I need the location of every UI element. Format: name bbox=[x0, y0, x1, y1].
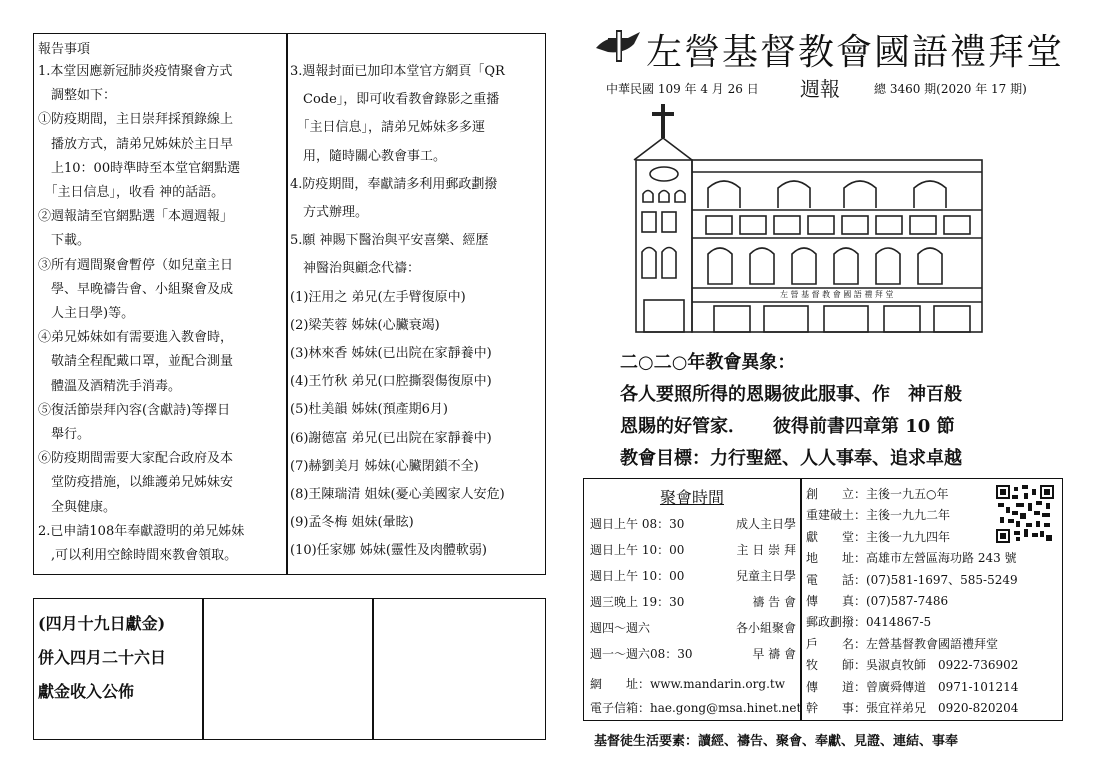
footer-text: 基督徒生活要素：讀經、禱告、聚會、奉獻、見證、連結、事奉 bbox=[594, 734, 959, 749]
cross-dove-logo-icon bbox=[594, 26, 644, 66]
church-info-line: 地 址：高雄市左營區海功路 243 號 bbox=[806, 551, 1017, 566]
announcement-line: (8)王陳瑞清 姐妹(憂心美國家人安危) bbox=[290, 487, 505, 502]
announcement-line: 舉行。 bbox=[38, 427, 91, 442]
announcement-line: 用，隨時關心教會事工。 bbox=[290, 148, 447, 164]
meeting-name: 兒童主日學 bbox=[735, 569, 796, 583]
meetings-website: 網 址：www.mandarin.org.tw bbox=[590, 677, 785, 691]
announcement-line: ①防疫期間，主日崇拜採預錄線上 bbox=[38, 112, 234, 128]
announcement-line: 上10：00時準時至本堂官網點選 bbox=[38, 160, 241, 176]
announcement-line: 學、早晚禱告會、小組聚會及成 bbox=[38, 281, 234, 297]
meeting-time: 週日上午 08：30 bbox=[590, 517, 685, 531]
offering-panel bbox=[33, 598, 546, 740]
announcement-line: (5)杜美韻 姊妹(預產期6月) bbox=[290, 402, 448, 418]
meeting-name: 各小組聚會 bbox=[735, 621, 796, 635]
church-info-line: 傳 道：曾廣舜傳道 0971-101214 bbox=[806, 679, 1019, 694]
meeting-time: 週四～週六 bbox=[590, 621, 651, 635]
bulletin-label: 週報 bbox=[800, 77, 840, 101]
announcement-line: ⑥防疫期間需要大家配合政府及本 bbox=[38, 451, 234, 467]
meeting-row bbox=[590, 515, 796, 532]
announcement-line: (10)任家娜 姊妹(靈性及肉體軟弱) bbox=[290, 543, 487, 559]
church-building-illustration bbox=[628, 102, 988, 337]
church-info-line: 獻 堂：主後一九九四年 bbox=[806, 529, 951, 544]
announcement-line: 敬請全程配戴口罩，並配合測量 bbox=[38, 354, 234, 370]
offering-line-2: 併入四月二十六日 bbox=[38, 648, 167, 667]
vision-line-1: 二○二○年教會異象： bbox=[620, 352, 796, 373]
church-info-line: 幹 事：張宜祥弟兄 0920-820204 bbox=[806, 701, 1019, 715]
church-title: 左營基督教會國語禮拜堂 bbox=[646, 32, 1065, 73]
announcement-line: (6)謝德富 弟兄(已出院在家靜養中) bbox=[290, 430, 492, 446]
church-info-line: 牧 師：吳淑貞牧師 0922-736902 bbox=[806, 658, 1019, 673]
announcement-line: ③所有週間聚會暫停（如兒童主日 bbox=[38, 257, 234, 273]
info-divider bbox=[800, 479, 802, 720]
church-info-line: 創 立：主後一九五○年 bbox=[806, 487, 949, 501]
announcement-line: (1)汪用之 弟兄(左手臂復原中) bbox=[290, 289, 466, 305]
announcement-line: 3.週報封面已加印本堂官方網頁「QR bbox=[290, 64, 505, 79]
offering-divider-1 bbox=[202, 599, 204, 739]
qr-code-icon bbox=[996, 485, 1054, 543]
announcement-line: (4)王竹秋 弟兄(口腔撕裂傷復原中) bbox=[290, 374, 492, 390]
church-info-line: 郵政劃撥：0414867-5 bbox=[806, 615, 932, 630]
announcement-line: 下載。 bbox=[38, 233, 91, 249]
announcement-line: (7)赫劉美月 姊妹(心臟閉鎖不全) bbox=[290, 458, 479, 474]
announcement-line: 方式辦理。 bbox=[290, 205, 369, 220]
offering-line-3: 獻金收入公佈 bbox=[38, 682, 135, 701]
announcement-line: ②週報請至官網點選「本週週報」 bbox=[38, 209, 234, 225]
announcement-line: 2.已申請108年奉獻證明的弟兄姊妹 bbox=[38, 523, 245, 539]
offering-line-1: (四月十九日獻金) bbox=[38, 614, 166, 633]
vision-line-3: 恩賜的好管家． 彼得前書四章第 10 節 bbox=[620, 416, 955, 437]
announcement-line: Code」，即可收看教會錄影之重播 bbox=[290, 92, 500, 108]
announcement-line: 調整如下： bbox=[38, 88, 117, 104]
announcement-line: 4.防疫期間，奉獻請多利用郵政劃撥 bbox=[290, 176, 498, 192]
meeting-time: 週三晚上 19：30 bbox=[590, 595, 685, 609]
announcement-line: 堂防疫措施，以維護弟兄姊妹安 bbox=[38, 475, 234, 491]
meeting-name: 成人主日學 bbox=[735, 517, 796, 531]
meetings-list bbox=[590, 515, 796, 675]
vision-line-2: 各人要照所得的恩賜彼此服事、作 神百般 bbox=[620, 384, 962, 405]
offering-divider-2 bbox=[372, 599, 374, 739]
announcement-line: (2)梁芙蓉 姊妹(心臟衰竭) bbox=[290, 317, 440, 333]
meeting-row bbox=[590, 567, 796, 584]
church-info-line: 戶 名：左營基督教會國語禮拜堂 bbox=[806, 636, 999, 651]
meeting-row bbox=[590, 619, 796, 636]
bulletin-date: 中華民國 109 年 4 月 26 日 bbox=[606, 82, 759, 96]
meeting-name: 禱 告 會 bbox=[752, 595, 796, 609]
announcement-line: 全與健康。 bbox=[38, 499, 117, 515]
meeting-row bbox=[590, 645, 796, 662]
meeting-time: 週一～週六08：30 bbox=[590, 647, 693, 661]
announcements-left-column bbox=[38, 60, 286, 570]
announcement-line: 1.本堂因應新冠肺炎疫情聚會方式 bbox=[38, 64, 233, 79]
announcement-line: (9)孟冬梅 姐妹(暈眩) bbox=[290, 515, 414, 531]
announcements-right-column bbox=[290, 60, 544, 570]
announcements-divider bbox=[286, 34, 288, 574]
announcement-line: 5.願 神賜下醫治與平安喜樂、經歷 bbox=[290, 233, 489, 249]
announcement-line: (3)林來香 姊妹(已出院在家靜養中) bbox=[290, 346, 492, 361]
meeting-row bbox=[590, 593, 796, 610]
vision-line-4: 教會目標：力行聖經、人人事奉、追求卓越 bbox=[620, 448, 962, 469]
announcement-line: ⑤復活節崇拜內容(含獻詩)等擇日 bbox=[38, 402, 231, 418]
announcement-line: 神醫治與顧念代禱： bbox=[290, 261, 421, 277]
announcement-line: ④弟兄姊妹如有需要進入教會時， bbox=[38, 330, 234, 346]
info-panel bbox=[583, 478, 1063, 721]
meetings-title: 聚會時間 bbox=[659, 488, 724, 507]
meeting-time: 週日上午 10：00 bbox=[590, 543, 685, 557]
meeting-time: 週日上午 10：00 bbox=[590, 569, 685, 583]
meeting-row bbox=[590, 541, 796, 558]
building-sign: 左 營 基 督 教 會 國 語 禮 拜 堂 bbox=[780, 290, 894, 299]
announcement-line: 「主日信息」，收看 神的話語。 bbox=[38, 185, 225, 200]
announcement-line: ,可以利用空餘時間來教會領取。 bbox=[38, 548, 238, 563]
church-info-line: 重建破土：主後一九九二年 bbox=[806, 508, 951, 523]
bulletin-issue: 總 3460 期(2020 年 17 期) bbox=[874, 82, 1027, 96]
meeting-name: 早 禱 會 bbox=[752, 647, 796, 661]
church-info-line: 電 話：(07)581-1697、585-5249 bbox=[806, 572, 1018, 587]
announcement-line: 播放方式，請弟兄姊妹於主日早 bbox=[38, 136, 234, 152]
announcement-line: 「主日信息」，請弟兄姊妹多多運 bbox=[290, 120, 486, 136]
announcements-header: 報告事項 bbox=[38, 42, 91, 57]
meeting-name: 主 日 崇 拜 bbox=[736, 543, 796, 557]
announcement-line: 人主日學)等。 bbox=[38, 306, 135, 321]
meetings-email: 電子信箱：hae.gong@msa.hinet.net bbox=[590, 701, 802, 715]
church-info-line: 傳 真：(07)587-7486 bbox=[806, 594, 949, 608]
announcements-panel bbox=[33, 33, 546, 575]
announcement-line: 體溫及酒精洗手消毒。 bbox=[38, 378, 182, 394]
